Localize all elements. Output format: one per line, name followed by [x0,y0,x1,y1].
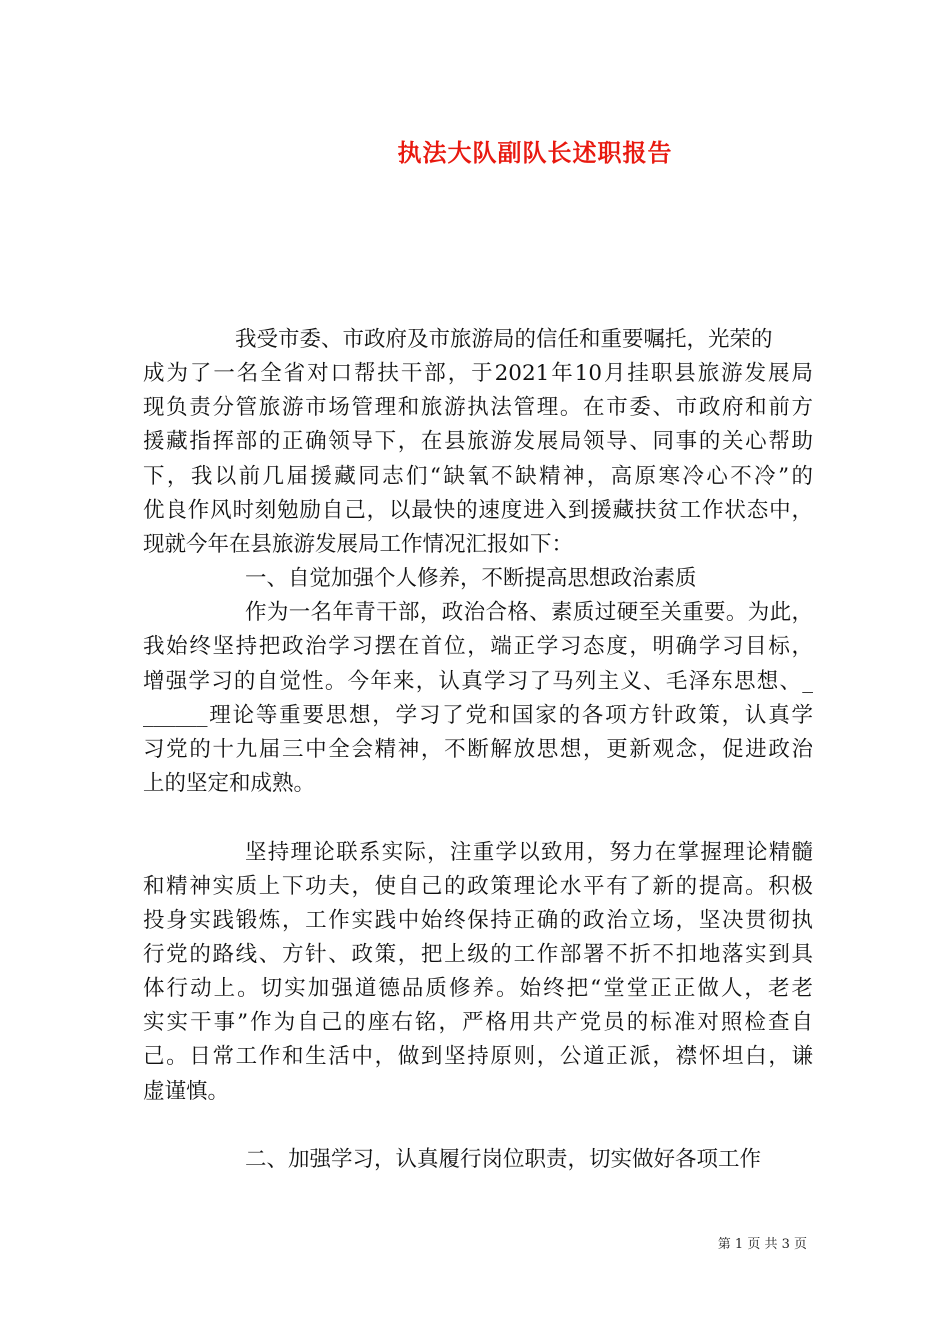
paragraph-line: 坚持理论联系实际，注重学以致用，努力在掌握理论精髓 [245,840,813,865]
paragraph-line: 援藏指挥部的正确领导下，在县旅游发展局领导、同事的关心帮助 [143,429,813,454]
paragraph-line: 投身实践锻炼，工作实践中始终保持正确的政治立场，坚决贯彻执 [143,908,813,933]
paragraph-line: 体行动上。切实加强道德品质修养。始终把“堂堂正正做人，老老 [143,976,813,1001]
paragraph-line: 我始终坚持把政治学习摆在首位，端正学习态度，明确学习目标， [143,634,813,659]
paragraph-line: 上的坚定和成熟。 [143,771,316,796]
paragraph-line: 下，我以前几届援藏同志们“缺氧不缺精神，高原寒冷心不冷”的 [143,464,813,489]
paragraph-line: 作为一名年青干部，政治合格、素质过硬至关重要。为此， [245,600,813,625]
section-heading: 二、加强学习，认真履行岗位职责，切实做好各项工作 [245,1147,762,1172]
paragraph-line: 成为了一名全省对口帮扶干部，于2021年10月挂职县旅游发展局 [143,361,813,386]
page-number-footer: 第 1 页 共 3 页 [717,1237,807,1252]
paragraph-line: 和精神实质上下功夫，使自己的政策理论水平有了新的提高。积极 [143,874,813,899]
paragraph-line: 我受市委、市政府及市旅游局的信任和重要嘱托，光荣的 [235,327,773,352]
paragraph-line: 实实干事”作为自己的座右铭，严格用共产党员的标准对照检查自 [143,1010,813,1035]
paragraph-line: 增强学习的自觉性。今年来，认真学习了马列主义、毛泽东思想、_ [143,669,813,694]
paragraph-line: 虚谨慎。 [143,1079,230,1104]
paragraph-line: 优良作风时刻勉励自己，以最快的速度进入到援藏扶贫工作状态中， [143,498,813,523]
section-heading: 一、自觉加强个人修养，不断提高思想政治素质 [245,566,697,591]
paragraph-line: 现就今年在县旅游发展局工作情况汇报如下： [143,532,574,557]
paragraph-line: 行党的路线、方针、政策，把上级的工作部署不折不扣地落实到具 [143,942,813,967]
paragraph-line: 习党的十九届三中全会精神，不断解放思想，更新观念，促进政治 [143,737,813,762]
paragraph-line: 现负责分管旅游市场管理和旅游执法管理。在市委、市政府和前方 [143,395,813,420]
paragraph-line: ______理论等重要思想，学习了党和国家的各项方针政策，认真学 [143,703,813,728]
paragraph-line: 己。日常工作和生活中，做到坚持原则，公道正派，襟怀坦白，谦 [143,1044,813,1069]
document-title: 执法大队副队长述职报告 [397,138,673,167]
